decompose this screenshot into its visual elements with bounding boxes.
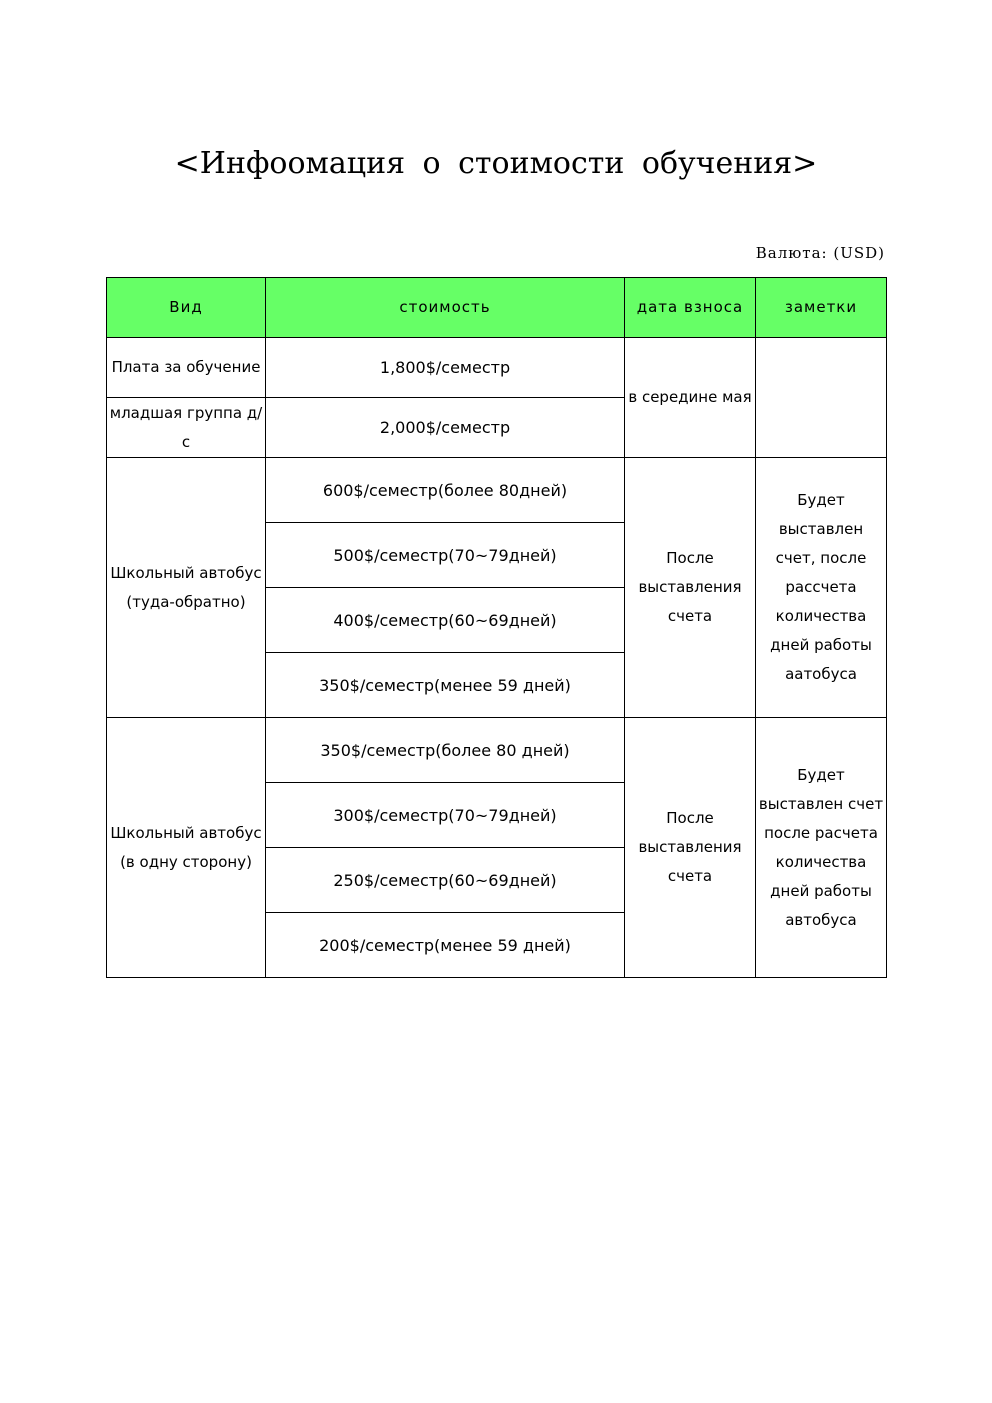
notes-bus-oneway: Будет выставлен счет после расчета количества дней работы автобуса [756,718,887,978]
notes-bus-roundtrip: Будет выставлен счет, после рассчета количества дней работы аатобуса [756,458,887,718]
date-bus-roundtrip: После выставления счета [625,458,756,718]
header-date: дата взноса [625,278,756,338]
cost-bus-oneway: 300$/семестр(70~79дней) [266,783,625,848]
header-notes: заметки [756,278,887,338]
date-bus-oneway: После выставления счета [625,718,756,978]
table-header-row [107,278,887,338]
cost-bus-roundtrip: 400$/семестр(60~69дней) [266,588,625,653]
cost-bus-oneway: 350$/семестр(более 80 дней) [266,718,625,783]
type-tuition: Плата за обучение [107,338,266,398]
cost-kindergarten: 2,000$/семестр [266,398,625,458]
cost-bus-roundtrip: 500$/семестр(70~79дней) [266,523,625,588]
header-type: Вид [107,278,266,338]
tuition-table [106,277,887,978]
table-row [107,458,887,523]
table-row [107,718,887,783]
cost-bus-oneway: 250$/семестр(60~69дней) [266,848,625,913]
cost-bus-roundtrip: 350$/семестр(менее 59 дней) [266,653,625,718]
date-tuition: в середине мая [625,338,756,458]
cost-bus-oneway: 200$/семестр(менее 59 дней) [266,913,625,978]
type-bus-roundtrip: Школьный автобус (туда-обратно) [107,458,266,718]
currency-note: Валюта: (USD) [755,244,885,262]
table-row [107,338,887,398]
type-kindergarten: младшая группа д/с [107,398,266,458]
header-cost: стоимость [266,278,625,338]
notes-tuition [756,338,887,458]
cost-bus-roundtrip: 600$/семестр(более 80дней) [266,458,625,523]
type-bus-oneway: Школьный автобус (в одну сторону) [107,718,266,978]
cost-tuition: 1,800$/семестр [266,338,625,398]
document-title: <Инфоомация о стоимости обучения> [174,146,818,181]
